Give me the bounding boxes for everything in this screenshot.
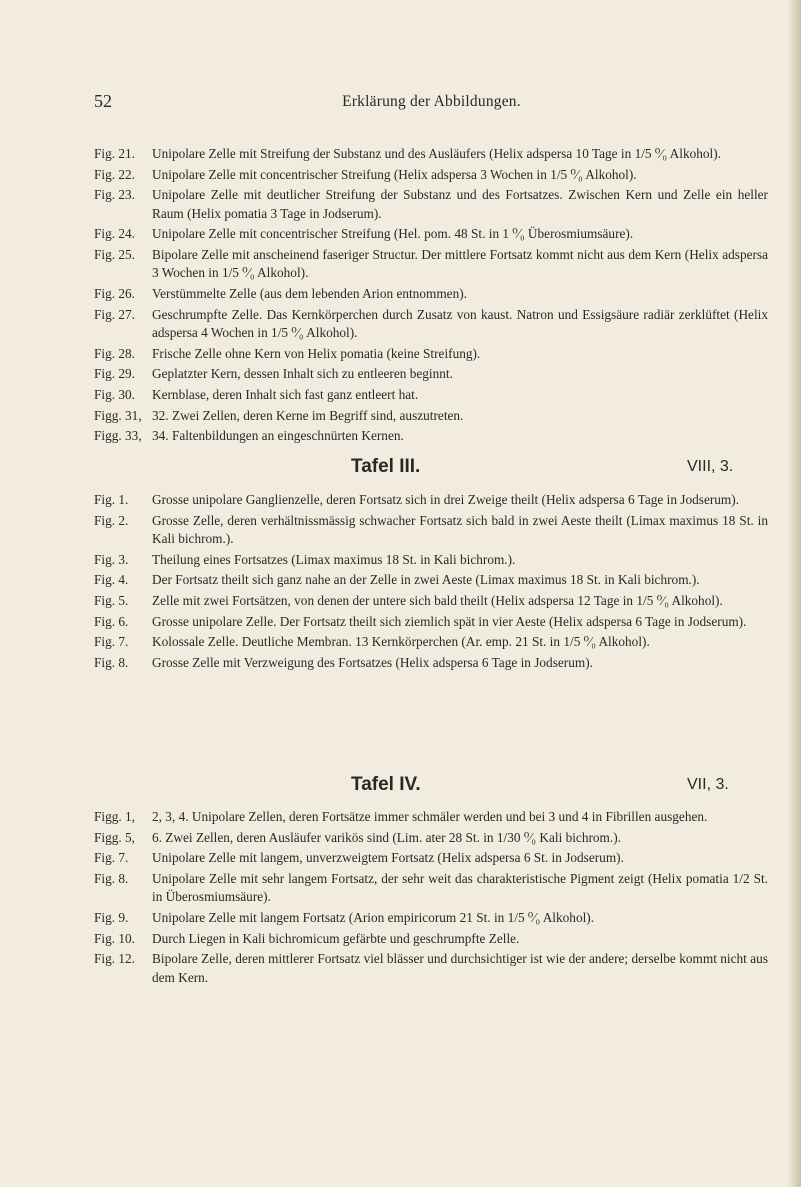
figure-number: Fig. 4. [94,572,129,588]
plate-heading [94,456,768,482]
figure-number: Fig. 24. [94,226,136,242]
figure-caption: Kolossale Zelle. Deutliche Membran. 13 Kernkörperchen (Ar. emp. 21 St. in 1/5 ⁰⁄₀ Alkohol). [152,634,650,650]
plate-reference: VIII, 3. [687,458,734,475]
page-header [94,91,769,117]
figure-entry [94,285,768,303]
figure-list-plate2 [94,145,768,448]
figure-number: Fig. 5. [94,593,129,609]
figure-number: Fig. 10. [94,930,136,946]
figure-caption: Unipolare Zelle mit Streifung der Substanz und des Ausläufers (Helix adspersa 10 Tage in 1/5 ⁰⁄₀ Alkohol). [152,146,721,161]
figure-caption: Bipolare Zelle, deren mittlerer Fortsatz viel blässer und durchsichtiger ist wie der andere; derselbe kommt nicht aus dem Kern. [152,951,768,985]
figure-entry [94,386,768,404]
figure-number: Fig. 9. [94,910,129,926]
figure-number: Fig. 22. [94,166,136,182]
figure-number: Fig. 29. [94,366,136,382]
figure-number: Figg. 33, [94,428,142,444]
figure-caption: Grosse Zelle, deren verhältnissmässig schwacher Fortsatz sich bald in zwei Aeste theilt (Limax maximus 18 St. in Kali bichrom.). [152,512,768,546]
figure-caption: Kernblase, deren Inhalt sich fast ganz entleert hat. [152,386,419,402]
figure-caption: Frische Zelle ohne Kern von Helix pomatia (keine Streifung). [152,345,481,361]
figure-caption: 34. Faltenbildungen an eingeschnürten Kernen. [152,428,404,444]
plate-reference: VII, 3. [687,776,729,793]
figure-number: Fig. 1. [94,492,129,507]
figure-number: Fig. 8. [94,871,129,887]
figure-number: Fig. 25. [94,247,136,263]
figure-caption: Grosse unipolare Zelle. Der Fortsatz theilt sich ziemlich spät in vier Aeste (Helix adspersa 6 Tage in Jodserum). [152,613,747,629]
figure-list-plate4 [94,808,768,989]
figure-caption: Grosse unipolare Ganglienzelle, deren Fortsatz sich in drei Zweige theilt (Helix adspersa 6 Tage in Jodserum). [152,492,740,507]
page-number: 52 [94,91,112,111]
figure-number: Figg. 1, [94,809,136,824]
figure-entry [94,512,768,548]
figure-caption: Bipolare Zelle mit anscheinend faseriger Structur. Der mittlere Fortsatz kommt nicht aus dem Kern (Helix adspersa 3 Wochen in 1/5 ⁰⁄₀ Alkohol). [152,247,768,281]
plate-title: Tafel III. [351,456,421,477]
figure-entry [94,829,768,847]
figure-number: Fig. 30. [94,386,136,402]
figure-number: Fig. 26. [94,285,136,301]
figure-caption: Grosse Zelle mit Verzweigung des Fortsatzes (Helix adspersa 6 Tage in Jodserum). [152,655,593,671]
figure-list-plate3 [94,491,768,675]
figure-caption: Der Fortsatz theilt sich ganz nahe an der Zelle in zwei Aeste (Limax maximus 18 St. in Kali bichrom.). [152,572,700,588]
figure-entry [94,909,768,927]
figure-entry [94,427,768,445]
figure-entry [94,186,768,222]
figure-caption: Verstümmelte Zelle (aus dem lebenden Arion entnommen). [152,285,467,301]
figure-entry [94,633,768,651]
figure-caption: Unipolare Zelle mit langem Fortsatz (Arion empiricorum 21 St. in 1/5 ⁰⁄₀ Alkohol). [152,910,595,926]
figure-entry [94,592,768,610]
figure-entry [94,571,768,589]
figure-caption: Unipolare Zelle mit deutlicher Streifung der Substanz und des Fortsatzes. Zwischen Kern und Zelle ein heller Raum (Helix pomatia 3 Tage in Jodserum). [152,187,768,221]
page-edge-shadow [787,0,801,1187]
figure-entry [94,246,768,282]
figure-entry [94,808,768,826]
plate-title: Tafel IV. [351,774,421,795]
figure-caption: Zelle mit zwei Fortsätzen, von denen der untere sich bald theilt (Helix adspersa 12 Tage in 1/5 ⁰⁄₀ Alkohol). [152,593,723,609]
figure-entry [94,870,768,906]
figure-entry [94,166,768,184]
figure-entry [94,551,768,569]
figure-entry [94,345,768,363]
figure-number: Fig. 7. [94,850,129,866]
figure-caption: Durch Liegen in Kali bichromicum gefärbte und geschrumpfte Zelle. [152,930,520,946]
figure-caption: 6. Zwei Zellen, deren Ausläufer varikös sind (Lim. ater 28 St. in 1/30 ⁰⁄₀ Kali bichrom.). [152,829,621,845]
figure-caption: Geschrumpfte Zelle. Das Kernkörperchen durch Zusatz von kaust. Natron und Essigsäure radiär zerklüftet (Helix adspersa 4 Wochen in 1/5 ⁰⁄₀ Alkohol). [152,306,768,340]
figure-caption: 2, 3, 4. Unipolare Zellen, deren Fortsätze immer schmäler werden und bei 3 und 4 in Fibrillen ausgehen. [152,809,708,824]
figure-entry [94,225,768,243]
figure-caption: Unipolare Zelle mit sehr langem Fortsatz, der sehr weit das charakteristische Pigment zeigt (Helix pomatia 1/2 St. in Überosmiumsäure). [152,871,768,905]
figure-entry [94,145,768,163]
figure-number: Fig. 7. [94,634,129,650]
figure-caption: Unipolare Zelle mit langem, unverzweigtem Fortsatz (Helix adspersa 6 St. in Jodserum). [152,850,624,866]
figure-number: Figg. 31, [94,407,142,423]
figure-number: Fig. 8. [94,655,129,671]
figure-number: Fig. 27. [94,306,136,322]
figure-caption: Geplatzter Kern, dessen Inhalt sich zu entleeren beginnt. [152,366,453,382]
figure-number: Figg. 5, [94,829,136,845]
figure-entry [94,654,768,672]
figure-caption: Unipolare Zelle mit concentrischer Streifung (Hel. pom. 48 St. in 1 ⁰⁄₀ Überosmiumsäure). [152,226,634,242]
figure-entry [94,306,768,342]
figure-number: Fig. 21. [94,146,136,161]
figure-caption: Theilung eines Fortsatzes (Limax maximus 18 St. in Kali bichrom.). [152,551,516,567]
figure-caption: 32. Zwei Zellen, deren Kerne im Begriff sind, auszutreten. [152,407,464,423]
figure-number: Fig. 3. [94,551,129,567]
figure-number: Fig. 12. [94,951,136,967]
figure-entry [94,613,768,631]
figure-number: Fig. 6. [94,613,129,629]
figure-number: Fig. 2. [94,512,129,528]
figure-entry [94,950,768,986]
figure-entry [94,930,768,948]
figure-number: Fig. 28. [94,345,136,361]
figure-entry [94,849,768,867]
figure-entry [94,365,768,383]
figure-entry [94,407,768,425]
running-head: Erklärung der Abbildungen. [342,93,521,110]
figure-number: Fig. 23. [94,187,136,203]
plate-heading [94,774,768,800]
figure-entry [94,491,768,509]
figure-caption: Unipolare Zelle mit concentrischer Streifung (Helix adspersa 3 Wochen in 1/5 ⁰⁄₀ Alkohol). [152,166,637,182]
